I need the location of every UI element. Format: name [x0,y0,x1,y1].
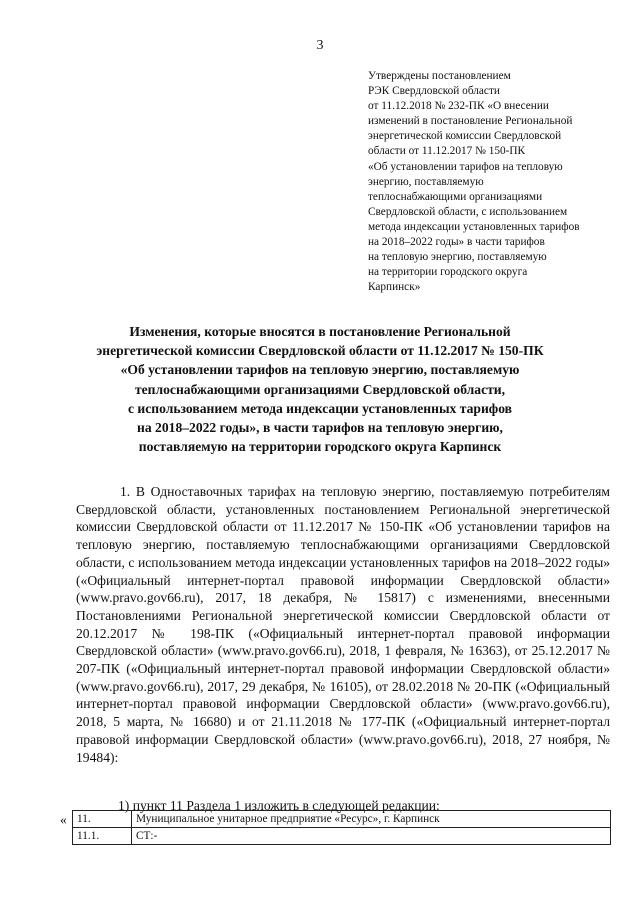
approval-line: Свердловской области, с использованием [368,205,568,218]
approval-line: Карпинск» [368,281,421,294]
title-line: поставляемую на территории городского округа Карпинск [138,439,502,455]
paragraph-1 [76,483,610,766]
table-row [73,828,611,845]
row-text: СТ:- [132,828,611,845]
tariff-table [72,810,611,845]
row-text: Муниципальное унитарное предприятие «Ресурс», г. Карпинск [132,811,611,828]
row-number: 11. [73,811,132,828]
approval-line: области от 11.12.2017 № 150-ПК [368,145,526,158]
title-line: на 2018–2022 годы», в части тарифов на тепловую энергию, [137,420,503,436]
document-title [70,322,570,456]
paragraph-1-text: 1. В Одноставочных тарифах на тепловую энергию, поставляемую потребителям Свердловской области, установленных постановлением Региональной энергетической комиссии Свердловской области от 11.12.2017 № 150-ПК «Об установлении тарифов на тепловую энергию, поставляемую теплоснабжающими организациями Свердловской области, с использованием метода индексации установленных тарифов на 2018–2022 годы» («Официальный интернет-портал правовой информации Свердловской области» (www.pravo.gov66.ru), 2017, 18 декабря, № 15817) с изменениями, внесенными Постановлениями Региональной энергетической комиссии Свердловской области от 20.12.2017 № 198-ПК («Официальный интернет-портал правовой информации Свердловской области» (www.pravo.gov66.ru), 2018, 1 февраля, № 16363), от 25.12.2017 № 207-ПК («Официальный интернет-портал правовой информации Свердловской области» (www.pravo.gov66.ru), 2017, 29 декабря, № 16105), от 28.02.2018 № 20-ПК («Официальный интернет-портал правовой информации Свердловской области» (www.pravo.gov66.ru), 2018, 5 марта, № 16680) и от 21.11.2018 № 177-ПК («Официальный интернет-портал правовой информации Свердловской области» (www.pravo.gov66.ru), 2018, 27 ноября, № 19484): [76,484,610,765]
page-number: 3 [316,38,324,53]
approval-line: на территории городского округа [368,266,528,279]
approval-line: на тепловую энергию, поставляемую [368,251,547,264]
title-line: «Об установлении тарифов на тепловую энергию, поставляемую [120,362,520,378]
title-line: Изменения, которые вносятся в постановление Региональной [129,324,511,339]
row-number: 11.1. [73,828,132,845]
approval-line: метода индексации установленных тарифов [368,220,580,233]
approval-line: теплоснабжающими организациями [368,190,543,203]
approval-line: энергетической комиссии Свердловской [368,130,562,143]
subparagraph-1: 1) пункт 11 Раздела 1 изложить в следующей редакции: [118,798,440,813]
table-row [73,811,611,828]
approval-line: от 11.12.2018 № 232-ПК «О внесении [368,100,549,113]
title-line: с использованием метода индексации установленных тарифов [127,400,512,416]
title-line: теплоснабжающими организациями Свердловской области, [134,381,506,397]
approval-line: «Об установлении тарифов на тепловую [368,160,563,173]
approval-block [368,69,618,295]
approval-line: РЭК Свердловской области [368,85,500,98]
approval-line: изменений в постановление Региональной [368,115,573,128]
approval-line: Утверждены постановлением [368,70,511,82]
approval-line: на 2018–2022 годы» в части тарифов [368,236,545,249]
title-line: энергетической комиссии Свердловской области от 11.12.2017 № 150-ПК [96,343,544,359]
approval-line: энергию, поставляемую [368,175,484,188]
opening-quote: « [60,812,67,827]
